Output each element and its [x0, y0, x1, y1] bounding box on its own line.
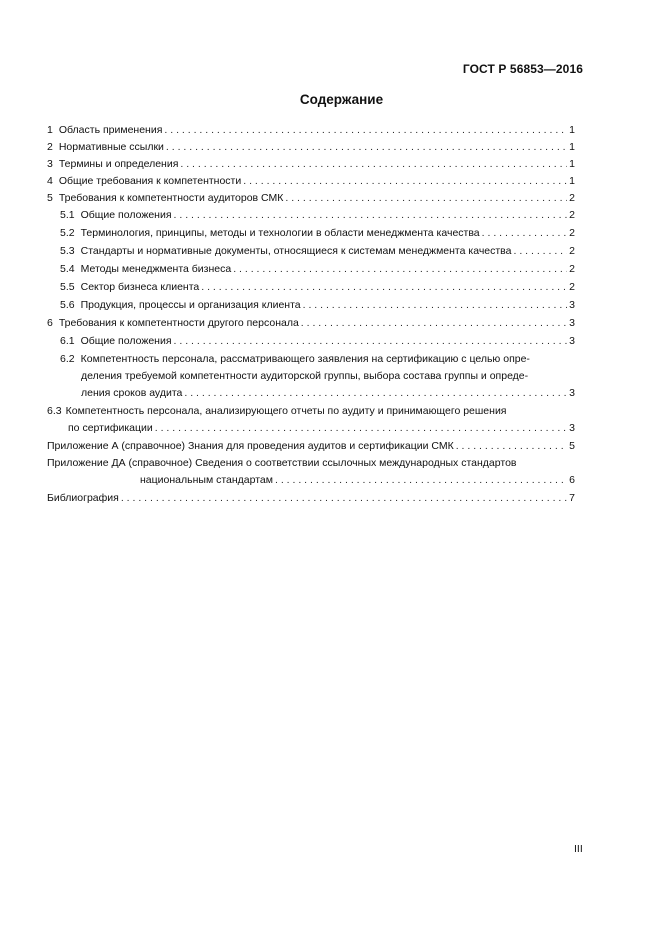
toc-entry[interactable]: [47, 226, 575, 240]
toc-entry[interactable]: [47, 439, 575, 453]
toc-entry-title: Библиография: [47, 492, 119, 504]
toc-entry-title-line: деления требуемой компетентности аудиторской группы, выбора состава группы и опреде-: [81, 370, 529, 382]
toc-entry-page: 3: [569, 387, 575, 399]
toc-entry-title: Общие требования к компетентности: [58, 175, 242, 187]
toc-entry-page: 2: [569, 227, 575, 239]
toc-entry-title: Требования к компетентности другого персонала: [58, 317, 299, 329]
toc-entry-title: Продукция, процессы и организация клиента: [80, 299, 301, 311]
toc-leader: [301, 316, 567, 330]
toc-entry-number: 5: [47, 192, 53, 204]
toc-leader: [482, 226, 568, 240]
toc-leader: [456, 439, 567, 453]
toc-leader: [243, 174, 567, 188]
toc-leader: [164, 123, 567, 137]
toc-entry-page: 6: [569, 474, 575, 486]
toc-entry[interactable]: [47, 140, 575, 154]
toc-entry[interactable]: [47, 334, 575, 348]
toc-entry-title-line: Приложение ДА (справочное) Сведения о соответствии ссылочных международных стандартов: [47, 457, 517, 469]
toc-leader: [184, 386, 567, 400]
toc-leader: [303, 298, 568, 312]
page-number: III: [574, 843, 583, 855]
toc-entry-number: 3: [47, 158, 53, 170]
toc-entry-number: 1: [47, 124, 53, 136]
toc-entry-page: 3: [569, 317, 575, 329]
toc-entry-number: 4: [47, 175, 53, 187]
toc-entry[interactable]: [47, 404, 575, 435]
toc-entry-number: 5.6: [60, 299, 75, 311]
toc-entry[interactable]: [47, 191, 575, 205]
toc-entry-page: 3: [569, 422, 575, 434]
toc-entry-title-line: Компетентность персонала, рассматривающего заявления на сертификацию с целью опре-: [80, 353, 530, 365]
toc-leader: [180, 157, 567, 171]
toc-entry-page: 2: [569, 192, 575, 204]
toc-entry-page: 1: [569, 124, 575, 136]
toc-entry-page: 7: [569, 492, 575, 504]
toc-leader: [174, 208, 568, 222]
toc-entry-title: Сектор бизнеса клиента: [80, 281, 200, 293]
toc-entry-title: Термины и определения: [58, 158, 179, 170]
toc-entry-title: Требования к компетентности аудиторов СМК: [58, 192, 284, 204]
toc-leader: [513, 244, 567, 258]
toc-entry-page: 5: [569, 440, 575, 452]
toc-entry[interactable]: [47, 244, 575, 258]
toc-entry[interactable]: [47, 352, 575, 400]
toc-entry[interactable]: [47, 456, 575, 487]
toc-title: Содержание: [299, 92, 384, 107]
toc-entry-page: 1: [569, 175, 575, 187]
toc-entry-page: 3: [569, 299, 575, 311]
table-of-contents: [47, 123, 575, 505]
toc-entry[interactable]: [47, 280, 575, 294]
toc-entry-title-line: Компетентность персонала, анализирующего отчеты по аудиту и принимающего решения: [65, 405, 507, 417]
toc-entry-title: Область применения: [58, 124, 163, 136]
toc-entry-page: 2: [569, 209, 575, 221]
toc-entry-title: Приложение А (справочное) Знания для проведения аудитов и сертификации СМК: [47, 440, 454, 452]
toc-leader: [275, 473, 567, 487]
toc-leader: [285, 191, 567, 205]
toc-entry[interactable]: [47, 262, 575, 276]
toc-entry-title: Терминология, принципы, методы и технологии в области менеджмента качества: [80, 227, 480, 239]
toc-entry-title: Методы менеджмента бизнеса: [80, 263, 232, 275]
toc-leader: [166, 140, 567, 154]
toc-entry-title: Общие положения: [80, 209, 172, 221]
toc-leader: [121, 491, 567, 505]
toc-entry-number: 5.5: [60, 281, 75, 293]
toc-entry-title: Стандарты и нормативные документы, относящиеся к системам менеджмента качества: [80, 245, 512, 257]
toc-entry-number: 5.3: [60, 245, 75, 257]
toc-entry-number: 5.2: [60, 227, 75, 239]
toc-entry-page: 2: [569, 245, 575, 257]
toc-entry-page: 3: [569, 335, 575, 347]
toc-entry-number: 2: [47, 141, 53, 153]
toc-entry[interactable]: [47, 491, 575, 505]
toc-entry-number: 6: [47, 317, 53, 329]
toc-entry-number: 5.4: [60, 263, 75, 275]
toc-entry-title-line: национальным стандартам: [140, 474, 273, 486]
toc-entry-title: Общие положения: [80, 335, 172, 347]
toc-entry-number: 6.2: [60, 353, 75, 365]
toc-entry-number: 6.1: [60, 335, 75, 347]
toc-entry-page: 1: [569, 158, 575, 170]
toc-leader: [155, 421, 567, 435]
toc-entry-number: 5.1: [60, 209, 75, 221]
toc-entry-number: 6.3: [47, 405, 62, 417]
toc-entry-page: 2: [569, 281, 575, 293]
toc-entry[interactable]: [47, 174, 575, 188]
toc-entry[interactable]: [47, 123, 575, 137]
toc-entry-title: Нормативные ссылки: [58, 141, 164, 153]
toc-leader: [174, 334, 568, 348]
toc-entry[interactable]: [47, 298, 575, 312]
toc-entry-title-line: ления сроков аудита: [81, 387, 183, 399]
toc-leader: [201, 280, 567, 294]
toc-entry[interactable]: [47, 316, 575, 330]
toc-entry[interactable]: [47, 208, 575, 222]
toc-entry-page: 2: [569, 263, 575, 275]
document-header: ГОСТ Р 56853—2016: [462, 62, 583, 76]
toc-entry-page: 1: [569, 141, 575, 153]
toc-entry-title-line: по сертификации: [68, 422, 153, 434]
toc-entry[interactable]: [47, 157, 575, 171]
toc-leader: [233, 262, 567, 276]
